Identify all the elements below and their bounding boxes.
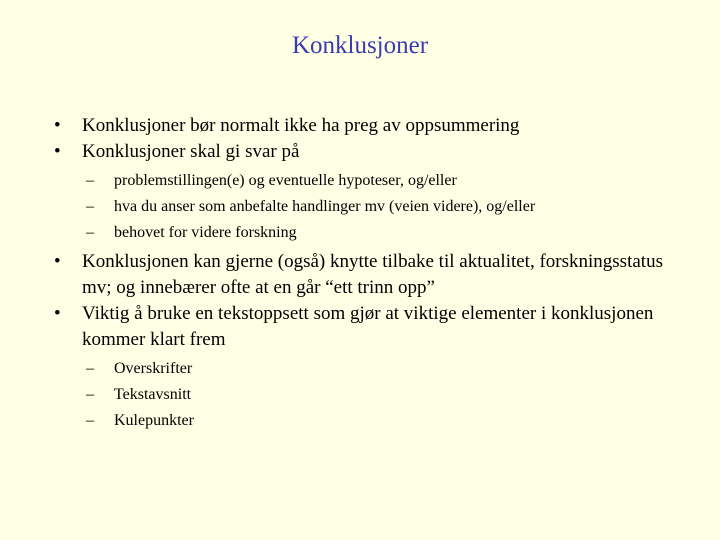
slide-content: [54, 113, 674, 437]
sub-bullet-marker: –: [86, 198, 94, 215]
sub-bullet-item: [54, 220, 674, 246]
bullet-item: [54, 113, 674, 139]
bullet-text: Viktig å bruke en tekstoppsett som gjør at viktige elementer i konklusjonen kommer klart frem: [82, 303, 654, 350]
bullet-item: [54, 249, 674, 301]
slide-title: Konklusjoner: [291, 32, 429, 59]
bullet-text: Konklusjonen kan gjerne (også) knytte tilbake til aktualitet, forskningsstatus mv; og innebærer ofte at en går “ett trinn opp”: [82, 251, 663, 298]
bullet-marker: •: [54, 303, 61, 324]
sub-bullet-item: [54, 168, 674, 194]
sub-bullet-text: hva du anser som anbefalte handlinger mv (veien videre), og/eller: [114, 198, 536, 215]
sub-bullet-marker: –: [86, 386, 94, 403]
bullet-item: [54, 139, 674, 165]
sub-bullet-item: [54, 194, 674, 220]
bullet-marker: •: [54, 141, 61, 162]
sub-bullet-text: Kulepunkter: [114, 412, 194, 429]
sub-bullet-text: problemstillingen(e) og eventuelle hypoteser, og/eller: [114, 172, 457, 189]
sub-bullet-item: [54, 382, 674, 408]
sub-bullet-text: Tekstavsnitt: [114, 386, 192, 403]
bullet-text: Konklusjoner skal gi svar på: [82, 141, 300, 162]
sub-bullet-marker: –: [86, 224, 94, 241]
sub-bullet-list: [54, 356, 674, 434]
bullet-item: [54, 301, 674, 353]
bullet-text: Konklusjoner bør normalt ikke ha preg av oppsummering: [82, 115, 520, 136]
sub-bullet-text: behovet for videre forskning: [114, 224, 297, 241]
sub-bullet-list: [54, 168, 674, 246]
sub-bullet-marker: –: [86, 172, 94, 189]
sub-bullet-marker: –: [86, 360, 94, 377]
sub-bullet-text: Overskrifter: [114, 360, 193, 377]
bullet-marker: •: [54, 115, 61, 136]
sub-bullet-item: [54, 408, 674, 434]
bullet-marker: •: [54, 251, 61, 272]
sub-bullet-marker: –: [86, 412, 94, 429]
sub-bullet-item: [54, 356, 674, 382]
